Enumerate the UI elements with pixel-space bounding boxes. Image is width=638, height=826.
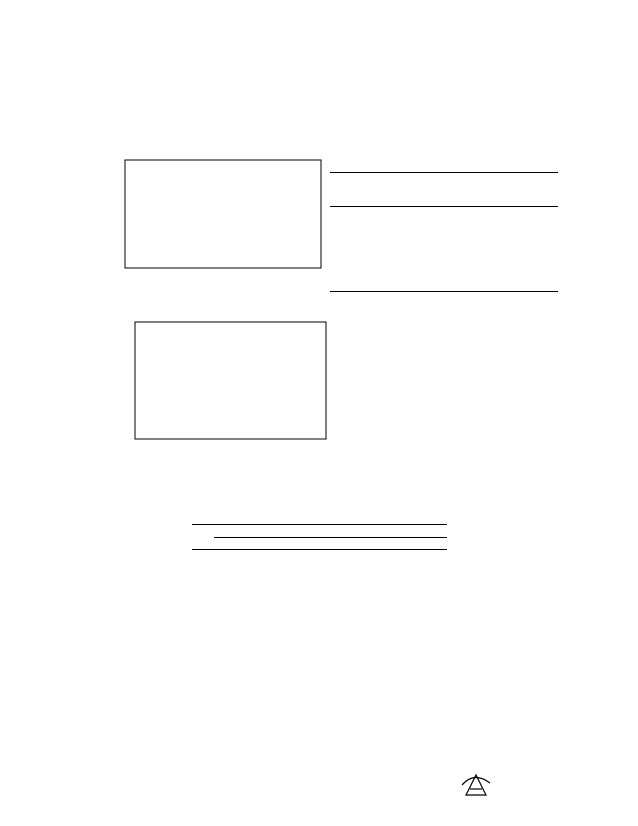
as-header — [360, 173, 392, 207]
cell — [392, 211, 426, 231]
table-row — [330, 271, 558, 291]
hn-header — [214, 537, 272, 550]
cell — [476, 271, 528, 291]
cell — [360, 271, 392, 291]
pre-header — [392, 173, 426, 207]
cell — [330, 231, 360, 251]
col-header — [272, 525, 330, 538]
fig5-axes-box — [135, 322, 326, 439]
cell — [528, 211, 558, 231]
hn-header — [272, 537, 330, 550]
cpu-header — [528, 173, 558, 207]
aceee-logo-icon — [458, 769, 578, 801]
fig4-axes-box — [125, 160, 321, 268]
cell — [426, 271, 476, 291]
cell — [528, 251, 558, 271]
table-row — [330, 211, 558, 231]
cell — [330, 211, 360, 231]
hn-header — [331, 537, 389, 550]
cell — [426, 231, 476, 251]
ep-header — [426, 173, 476, 207]
table-row — [330, 231, 558, 251]
table-row — [330, 251, 558, 271]
cell — [476, 231, 528, 251]
col-header — [389, 525, 447, 538]
cell — [330, 271, 360, 291]
n-header — [192, 525, 214, 550]
table2 — [192, 524, 447, 550]
cell — [476, 211, 528, 231]
cell — [360, 231, 392, 251]
cell — [360, 211, 392, 231]
cell — [360, 251, 392, 271]
cell — [528, 231, 558, 251]
table1-header-row — [330, 173, 558, 207]
cell — [528, 271, 558, 291]
taps-header — [330, 173, 360, 207]
cell — [426, 251, 476, 271]
col-header — [214, 525, 272, 538]
cell — [392, 231, 426, 251]
cell — [426, 211, 476, 231]
col-header — [331, 525, 389, 538]
cell — [392, 271, 426, 291]
hn-header — [389, 537, 447, 550]
table2-hn-row — [192, 537, 447, 550]
cell — [392, 251, 426, 271]
cell — [330, 251, 360, 271]
table2-header-row — [192, 525, 447, 538]
cell — [476, 251, 528, 271]
es-header — [476, 173, 528, 207]
aceee-logo — [458, 769, 578, 806]
fig4-frequency-response — [80, 148, 330, 296]
table1 — [330, 172, 558, 292]
fig5-reconstruction-error — [80, 310, 330, 460]
